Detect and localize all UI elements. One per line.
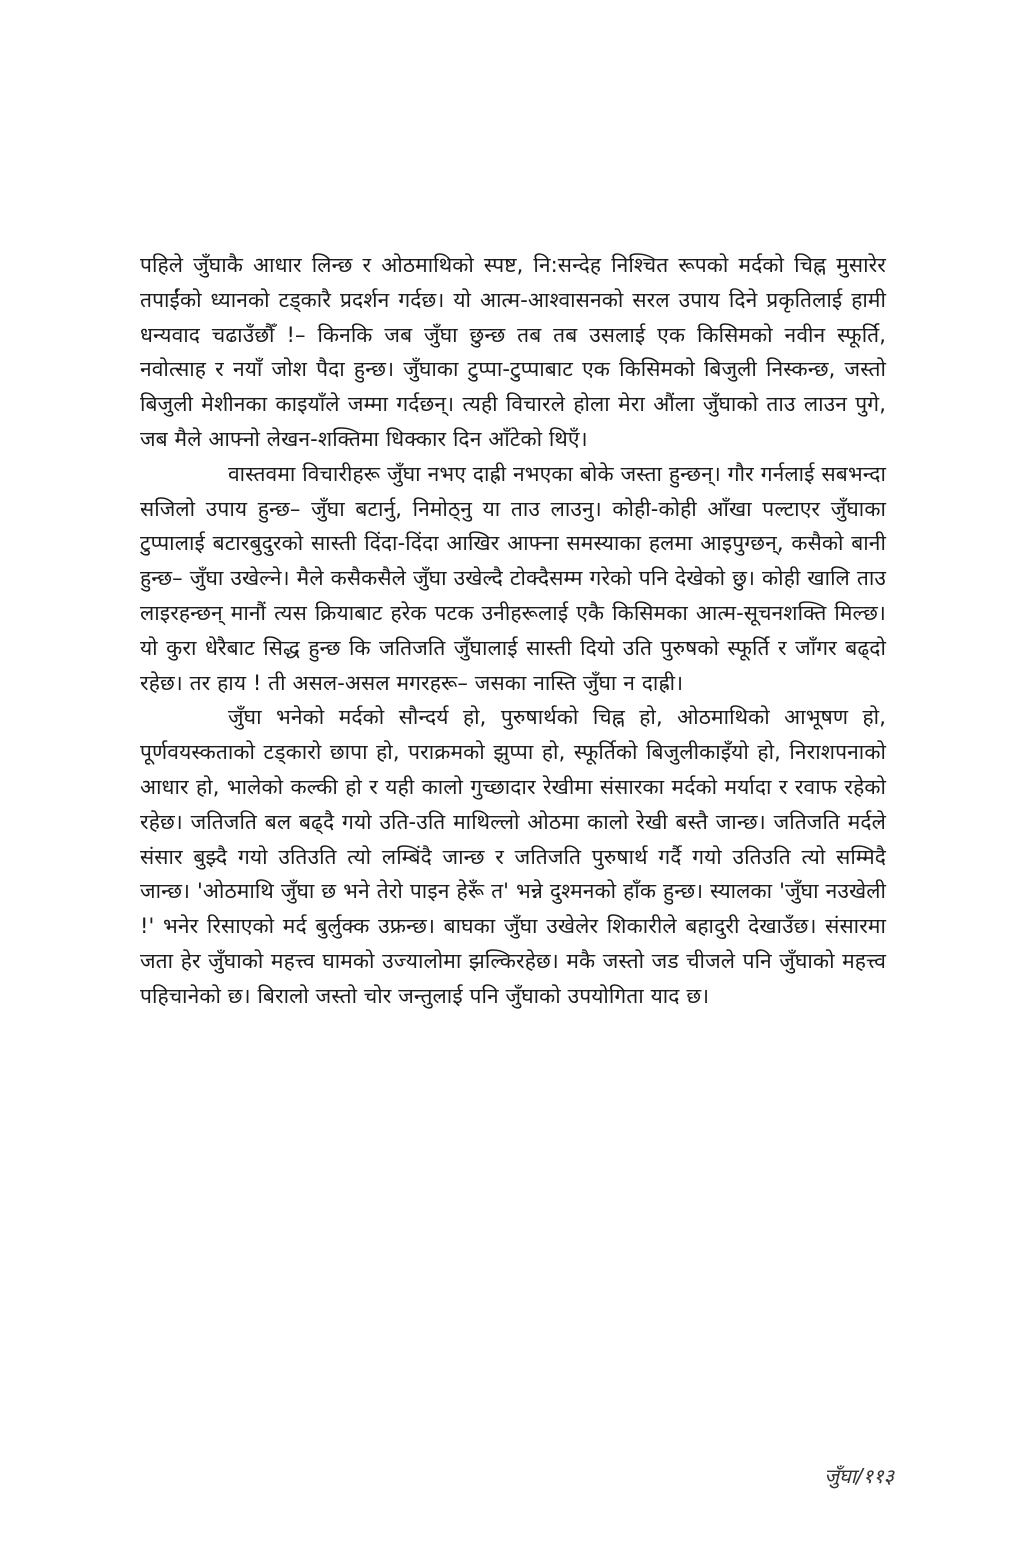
page-footer: जुँघा/११३: [824, 1464, 894, 1488]
paragraph-3: जुँघा भनेको मर्दको सौन्दर्य हो, पुरुषार्थको चिह्न हो, ओठमाथिको आभूषण हो, पूर्णवयस्कताको टड्कारो छापा हो, पराक्रमको झुप्पा हो, स्फूर्तिको बिजुलीकाइँयो हो, निराशपनाको आधार हो, भालेको कल्की हो र यही कालो गुच्छादार रेखीमा संसारका मर्दको मर्यादा र रवाफ रहेको रहेछ। जतिजति बल बढ्दै गयो उति-उति माथिल्लो ओठमा कालो रेखी बस्तै जान्छ। जतिजति मर्दले संसार बुझ्दै गयो उतिउति त्यो लम्बिंदै जान्छ र जतिजति पुरुषार्थ गर्दै गयो उतिउति त्यो सम्मिदै जान्छ। 'ओठमाथि जुँघा छ भने तेरो पाइन हेरूँ त' भन्ने दुश्मनको हाँक हुन्छ। स्यालका 'जुँघा नउखेली !' भनेर रिसाएको मर्द बुर्लुक्क उफ्रन्छ। बाघका जुँघा उखेलेर शिकारीले बहादुरी देखाउँछ। संसारमा जता हेर जुँघाको महत्त्व घामको उज्यालोमा झल्किरहेछ। मकै जस्तो जड चीजले पनि जुँघाको महत्त्व पहिचानेको छ। बिरालो जस्तो चोर जन्तुलाई पनि जुँघाको उपयोगिता याद छ।: [140, 705, 886, 1008]
paragraph-1: पहिले जुँघाकै आधार लिन्छ र ओठमाथिको स्पष्ट, नि:सन्देह निश्चित रूपको मर्दको चिह्न मुसारेर तपाईंको ध्यानको टड्कारै प्रदर्शन गर्दछ। यो आत्म-आश्वासनको सरल उपाय दिने प्रकृतिलाई हामी धन्यवाद चढाउँछौँ !– किनकि जब जुँघा छुन्छ तब तब उसलाई एक किसिमको नवीन स्फूर्ति, नवोत्साह र नयाँ जोश पैदा हुन्छ। जुँघाका टुप्पा-टुप्पाबाट एक किसिमको बिजुली निस्कन्छ, जस्तो बिजुली मेशीनका काइयाँले जम्मा गर्दछन्। त्यही विचारले होला मेरा औंला जुँघाको ताउ लाउन पुगे, जब मैले आफ्नो लेखन-शक्तिमा धिक्कार दिन आँटेको थिएँ।: [140, 253, 886, 451]
body-text: [140, 248, 886, 1014]
paragraph-2: वास्तवमा विचारीहरू जुँघा नभए दाह्री नभएका बोके जस्ता हुन्छन्। गौर गर्नलाई सबभन्दा सजिलो उपाय हुन्छ– जुँघा बटार्नु, निमोठ्नु या ताउ लाउनु। कोही-कोही आँखा पल्टाएर जुँघाका टुप्पालाई बटारबुदुरको सास्ती दिंदा-दिंदा आखिर आफ्ना समस्याका हलमा आइपुग्छन्, कसैको बानी हुन्छ– जुँघा उखेल्ने। मैले कसैकसैले जुँघा उखेल्दै टोक्दैसम्म गरेको पनि देखेको छु। कोही खालि ताउ लाइरहन्छन् मानौं त्यस क्रियाबाट हरेक पटक उनीहरूलाई एकै किसिमका आत्म-सूचनशक्ति मिल्छ। यो कुरा धेरैबाट सिद्ध हुन्छ कि जतिजति जुँघालाई सास्ती दियो उति पुरुषको स्फूर्ति र जाँगर बढ्दो रहेछ। तर हाय ! ती असल-असल मगरहरू– जसका नास्ति जुँघा न दाह्री।: [140, 461, 886, 695]
